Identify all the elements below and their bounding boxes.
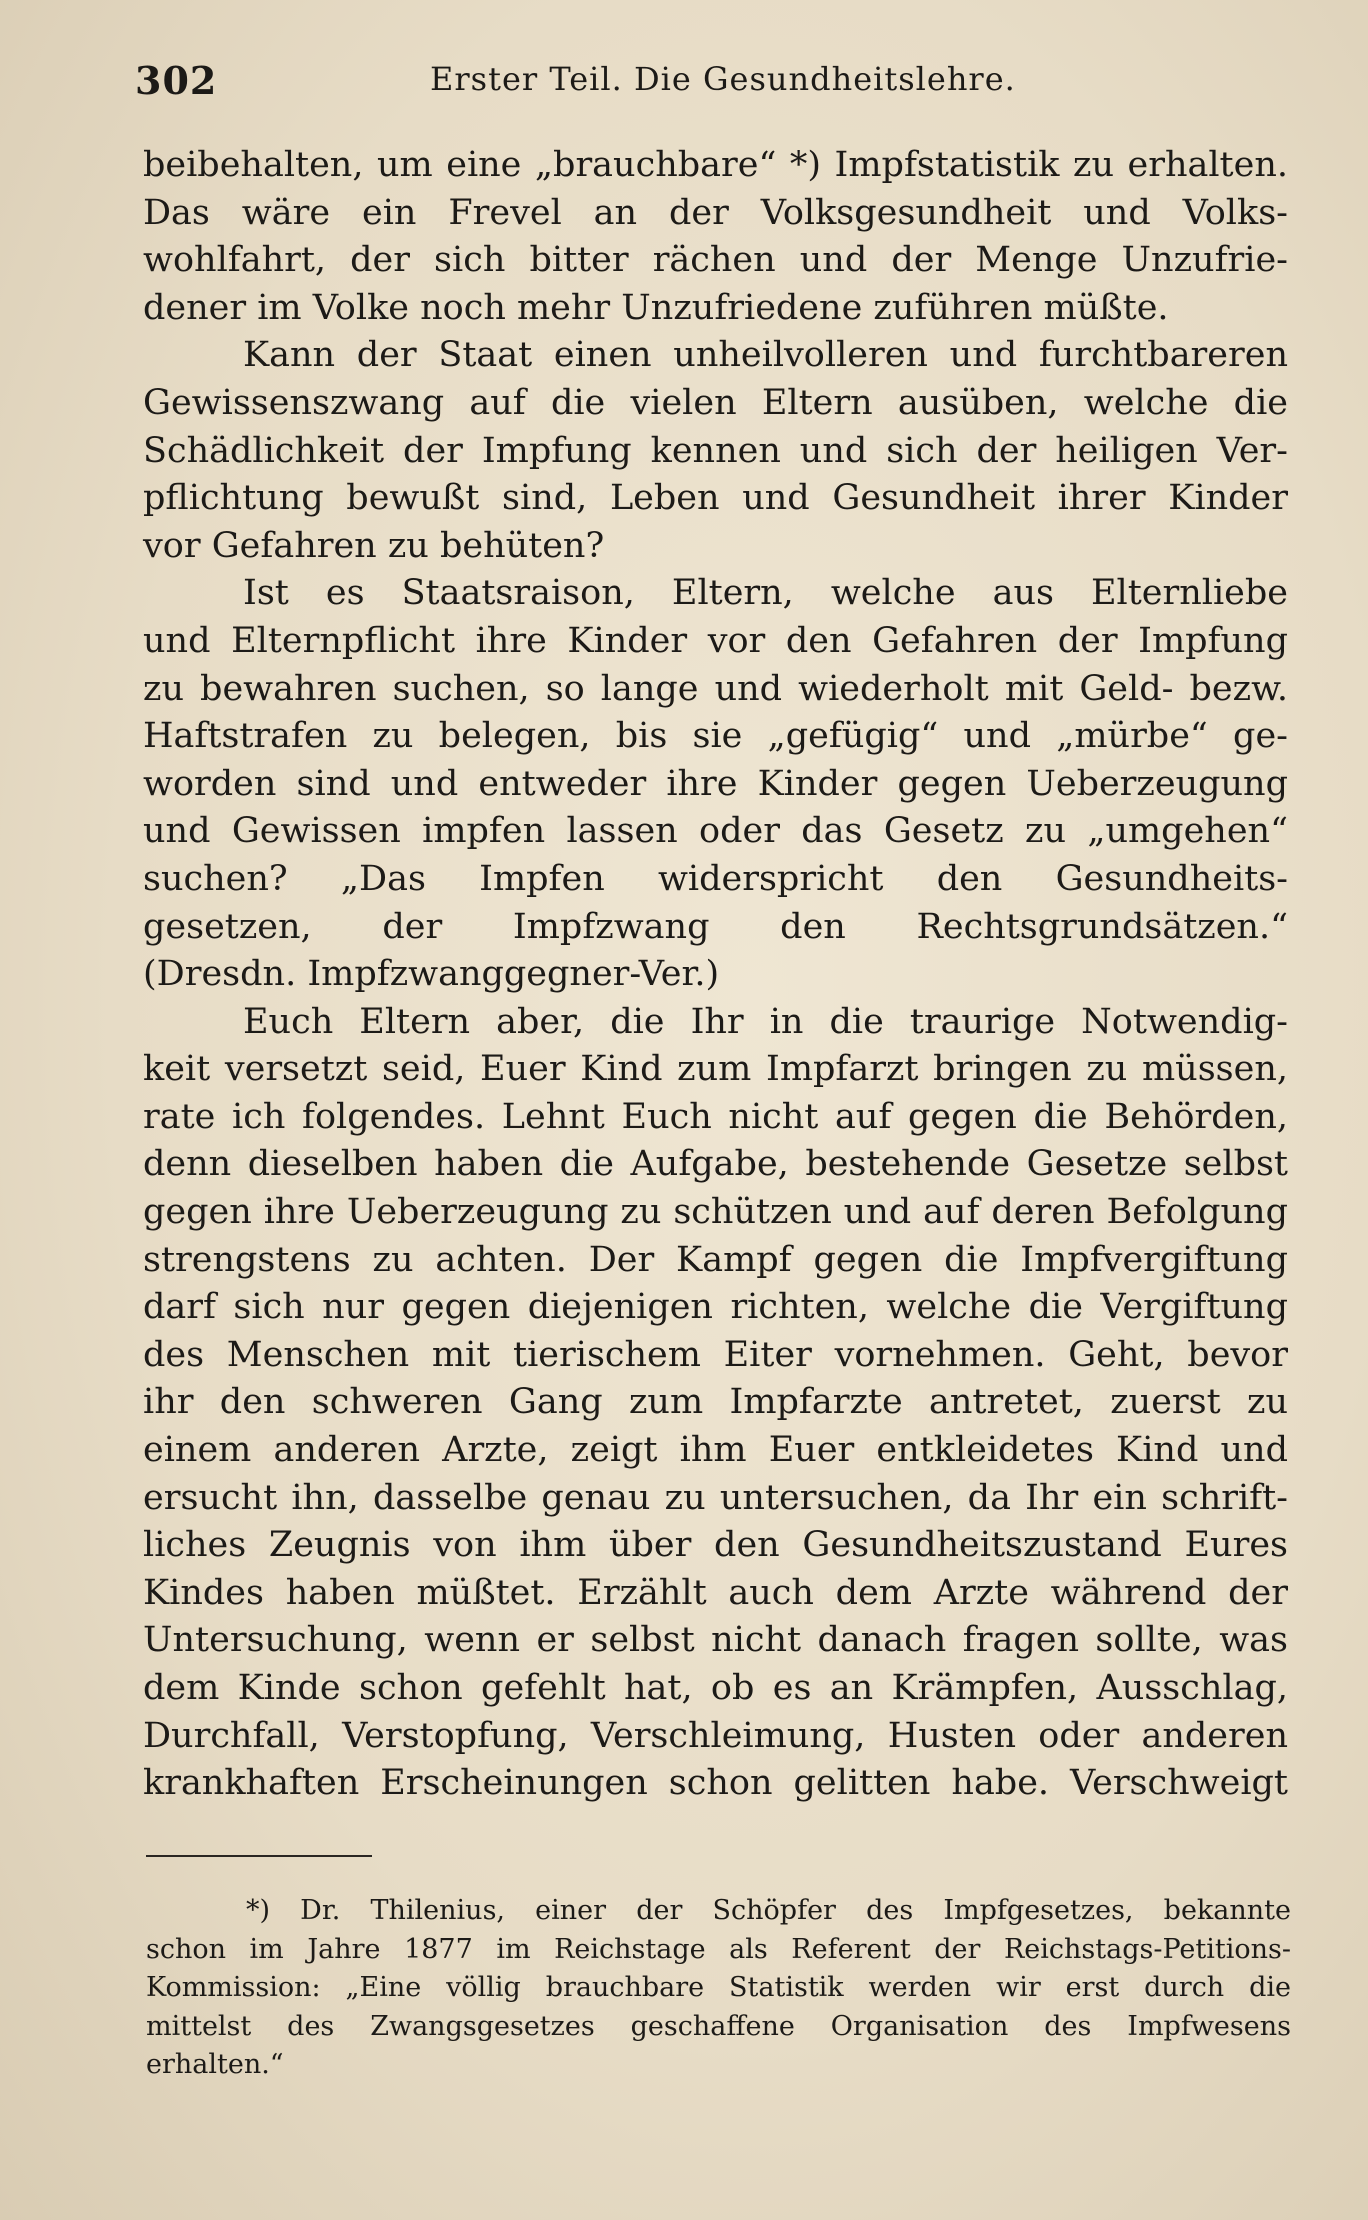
text-line: gesetzen, der Impfzwang den Rechtsgrundsätzen.“ bbox=[143, 906, 1288, 947]
text-line: dem Kinde schon gefehlt hat, ob es an Krämpfen, Ausschlag, bbox=[143, 1668, 1288, 1708]
text-line: pflichtung bewußt sind, Leben und Gesundheit ihrer Kinder bbox=[143, 478, 1288, 519]
page-number: 302 bbox=[135, 58, 218, 103]
text-line: wohlfahrt, der sich bitter rächen und der Menge Unzufrie- bbox=[143, 240, 1288, 281]
text-line: denn dieselben haben die Aufgabe, bestehende Gesetze selbst bbox=[143, 1144, 1288, 1185]
text-line: liches Zeugnis von ihm über den Gesundheitszustand Eures bbox=[143, 1525, 1288, 1566]
text-line: rate ich folgendes. Lehnt Euch nicht auf gegen die Behörden, bbox=[143, 1096, 1288, 1137]
footnote-line: *) Dr. Thilenius, einer der Schöpfer des Impfgesetzes, bekannte bbox=[246, 1895, 1291, 1926]
text-line: beibehalten, um eine „brauchbare“ *) Impfstatistik zu erhalten. bbox=[143, 145, 1288, 185]
text-line: und Elternpflicht ihre Kinder vor den Gefahren der Impfung bbox=[143, 620, 1288, 661]
text-line: einem anderen Arzte, zeigt ihm Euer entkleidetes Kind und bbox=[143, 1430, 1288, 1471]
running-head: Erster Teil. Die Gesundheitslehre. bbox=[430, 60, 1016, 98]
text-line: (Dresdn. Impfzwanggegner-Ver.) bbox=[143, 954, 720, 995]
footnote bbox=[146, 1892, 1291, 2085]
text-line: worden sind und entweder ihre Kinder gegen Ueberzeugung bbox=[143, 763, 1288, 804]
text-line: krankhaften Erscheinungen schon gelitten habe. Verschweigt bbox=[143, 1763, 1288, 1804]
text-line: Kindes haben müßtet. Erzählt auch dem Arzte während der bbox=[143, 1572, 1288, 1613]
text-line: Euch Eltern aber, die Ihr in die traurige Notwendig- bbox=[243, 1001, 1288, 1042]
text-line: vor Gefahren zu behüten? bbox=[143, 525, 605, 566]
footnote-line: Kommission: „Eine völlig brauchbare Statistik werden wir erst durch die bbox=[146, 1972, 1291, 2003]
text-line: Schädlichkeit der Impfung kennen und sich der heiligen Ver- bbox=[143, 430, 1288, 471]
text-line: und Gewissen impfen lassen oder das Gesetz zu „umgehen“ bbox=[143, 811, 1288, 852]
footnote-line: mittelst des Zwangsgesetzes geschaffene Organisation des Impfwesens bbox=[146, 2010, 1291, 2042]
page-header bbox=[135, 58, 1288, 118]
text-line: Haftstrafen zu belegen, bis sie „gefügig“ und „mürbe“ ge- bbox=[143, 716, 1288, 757]
text-line: strengstens zu achten. Der Kampf gegen die Impfvergiftung bbox=[143, 1239, 1288, 1280]
footnote-rule bbox=[146, 1855, 372, 1857]
text-line: keit versetzt seid, Euer Kind zum Impfarzt bringen zu müssen, bbox=[143, 1049, 1288, 1090]
footnote-line: schon im Jahre 1877 im Reichstage als Referent der Reichstags-Petitions- bbox=[146, 1933, 1291, 1965]
text-line: Untersuchung, wenn er selbst nicht danach fragen sollte, was bbox=[143, 1620, 1288, 1661]
body-text bbox=[143, 142, 1288, 1808]
footnote-line: erhalten.“ bbox=[146, 2049, 284, 2080]
text-line: ihr den schweren Gang zum Impfarzte antretet, zuerst zu bbox=[143, 1382, 1288, 1423]
text-line: Ist es Staatsraison, Eltern, welche aus Elternliebe bbox=[243, 573, 1288, 614]
text-line: dener im Volke noch mehr Unzufriedene zuführen müßte. bbox=[143, 287, 1169, 328]
text-line: Das wäre ein Frevel an der Volksgesundheit und Volks- bbox=[143, 192, 1288, 233]
text-line: zu bewahren suchen, so lange und wiederholt mit Geld- bezw. bbox=[143, 668, 1288, 709]
text-line: suchen? „Das Impfen widerspricht den Gesundheits- bbox=[143, 858, 1288, 899]
text-line: Durchfall, Verstopfung, Verschleimung, Husten oder anderen bbox=[143, 1715, 1288, 1756]
text-line: gegen ihre Ueberzeugung zu schützen und auf deren Befolgung bbox=[143, 1192, 1288, 1233]
text-line: ersucht ihn, dasselbe genau zu untersuchen, da Ihr ein schrift- bbox=[143, 1477, 1288, 1518]
text-line: des Menschen mit tierischem Eiter vornehmen. Geht, bevor bbox=[143, 1334, 1288, 1375]
text-line: darf sich nur gegen diejenigen richten, welche die Vergiftung bbox=[143, 1287, 1288, 1328]
text-line: Kann der Staat einen unheilvolleren und furchtbareren bbox=[243, 335, 1288, 376]
text-line: Gewissenszwang auf die vielen Eltern ausüben, welche die bbox=[143, 382, 1288, 423]
